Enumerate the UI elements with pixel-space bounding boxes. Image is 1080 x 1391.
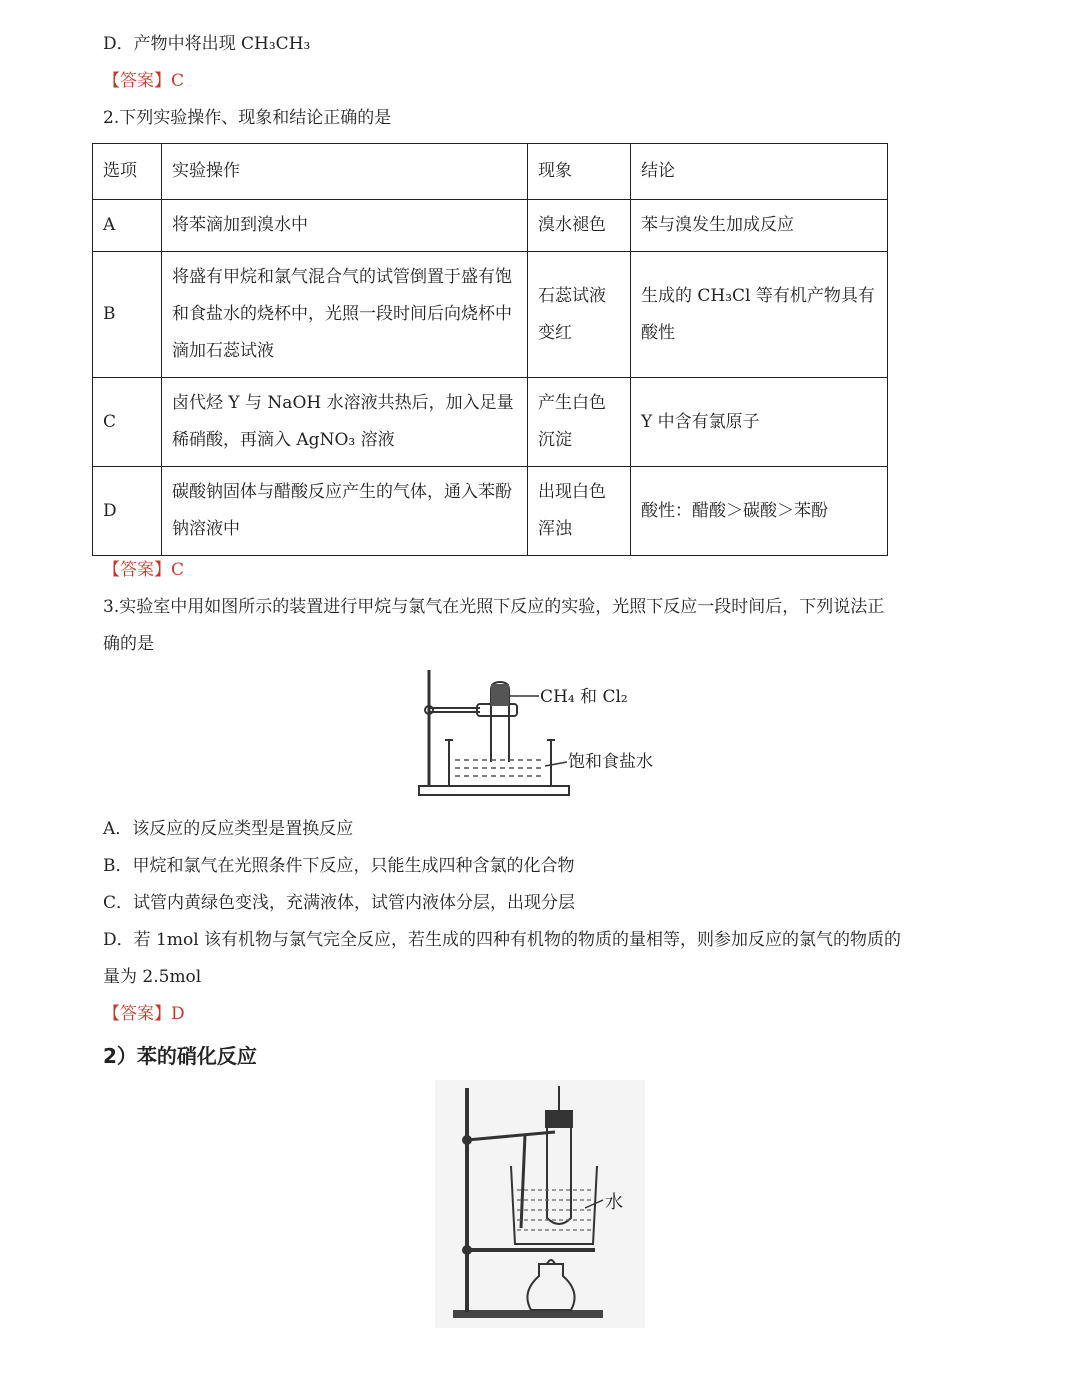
header-conclusion: 结论: [631, 144, 888, 200]
q2-answer: [103, 558, 184, 582]
row-a-operation: 将苯滴加到溴水中: [162, 200, 528, 252]
table-header-row: [93, 144, 888, 200]
q3-stem-line2: 确的是: [103, 634, 154, 654]
answer-label: 【答案】: [103, 560, 171, 580]
row-b-option: B: [93, 252, 162, 378]
table-row: [93, 467, 888, 556]
prev-option-d: D．产物中将出现 CH₃CH₃: [103, 34, 311, 54]
q2-stem: 2.下列实验操作、现象和结论正确的是: [103, 108, 392, 128]
row-a-option: A: [93, 200, 162, 252]
answer-label: 【答案】: [103, 71, 171, 91]
answer-value: D: [171, 1004, 185, 1024]
row-c-phenomenon: 产生白色沉淀: [528, 378, 631, 467]
q1-answer: [103, 69, 184, 93]
nitration-apparatus-figure: [435, 1080, 645, 1328]
fig2-label-water: 水: [605, 1192, 623, 1213]
q3-option-a: A．该反应的反应类型是置换反应: [103, 819, 354, 839]
row-b-conclusion: 生成的 CH₃Cl 等有机产物具有酸性: [631, 252, 888, 378]
row-d-operation: 碳酸钠固体与醋酸反应产生的气体，通入苯酚钠溶液中: [162, 467, 528, 556]
q3-answer: [103, 1002, 185, 1026]
header-option: 选项: [93, 144, 162, 200]
row-c-option: C: [93, 378, 162, 467]
table-row: [93, 200, 888, 252]
section-title: 2）苯的硝化反应: [103, 1044, 257, 1068]
header-operation: 实验操作: [162, 144, 528, 200]
q3-stem-line1: 3.实验室中用如图所示的装置进行甲烷与氯气在光照下反应的实验，光照下反应一段时间后，下列说法正: [103, 597, 885, 617]
table-row: [93, 378, 888, 467]
row-b-operation: 将盛有甲烷和氯气混合气的试管倒置于盛有饱和食盐水的烧杯中，光照一段时间后向烧杯中滴加石蕊试液: [162, 252, 528, 378]
q2-table: [92, 143, 888, 556]
answer-value: C: [171, 71, 185, 91]
fig-label-water: 饱和食盐水: [568, 752, 653, 772]
row-c-operation: 卤代烃 Y 与 NaOH 水溶液共热后，加入足量稀硝酸，再滴入 AgNO₃ 溶液: [162, 378, 528, 467]
q3-option-d: D．若 1mol 该有机物与氯气完全反应，若生成的四种有机物的物质的量相等，则参加反应的氯气的物质的: [103, 930, 902, 950]
row-d-conclusion: 酸性：醋酸＞碳酸＞苯酚: [631, 467, 888, 556]
row-a-phenomenon: 溴水褪色: [528, 200, 631, 252]
header-phenomenon: 现象: [528, 144, 631, 200]
q3-option-b: B．甲烷和氯气在光照条件下反应，只能生成四种含氯的化合物: [103, 856, 575, 876]
table-row: [93, 252, 888, 378]
row-d-option: D: [93, 467, 162, 556]
q3-option-d-cont: 量为 2.5mol: [103, 967, 202, 987]
row-b-phenomenon: 石蕊试液变红: [528, 252, 631, 378]
answer-label: 【答案】: [103, 1004, 171, 1024]
q3-option-c: C．试管内黄绿色变浅，充满液体，试管内液体分层，出现分层: [103, 893, 576, 913]
row-a-conclusion: 苯与溴发生加成反应: [631, 200, 888, 252]
fig-label-gas: CH₄ 和 Cl₂: [540, 687, 628, 707]
row-d-phenomenon: 出现白色浑浊: [528, 467, 631, 556]
row-c-conclusion: Y 中含有氯原子: [631, 378, 888, 467]
methane-chlorine-apparatus-figure: [405, 662, 680, 802]
answer-value: C: [171, 560, 185, 580]
